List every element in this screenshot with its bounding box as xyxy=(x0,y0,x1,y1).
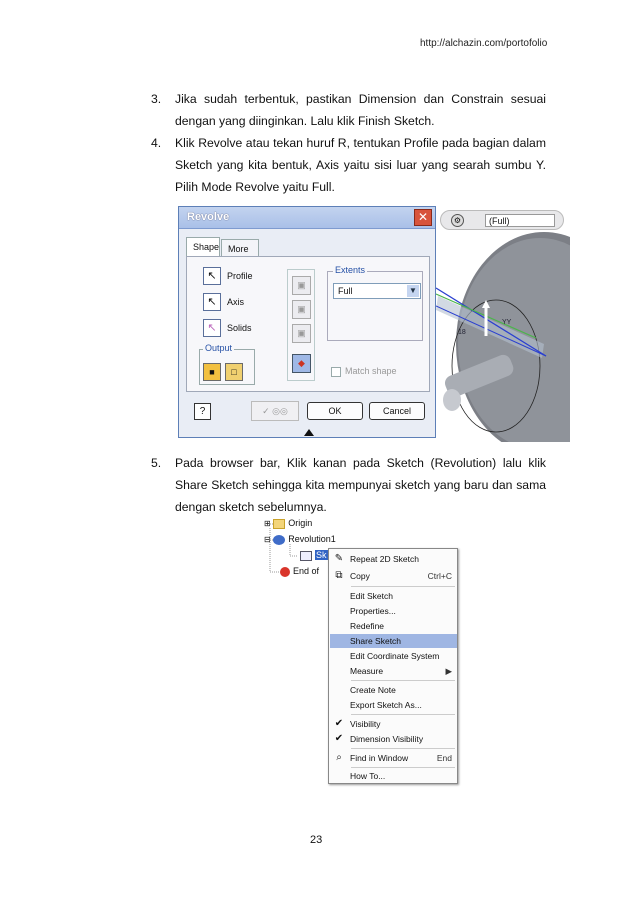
chevron-down-icon: ▼ xyxy=(407,285,419,297)
match-shape-checkbox[interactable] xyxy=(331,367,341,377)
expand-plus-icon[interactable]: ⊞ xyxy=(264,519,271,528)
revolve-feature-icon xyxy=(273,535,285,545)
view-toolbar xyxy=(440,210,564,230)
checkmark-icon: ✔ xyxy=(334,733,344,744)
find-icon: ⌕ xyxy=(336,752,342,763)
tree-item-end-of-part[interactable] xyxy=(280,566,319,577)
cursor-arrow-icon: ↖ xyxy=(207,270,217,282)
menu-item-export-sketch[interactable]: Export Sketch As... xyxy=(350,700,422,710)
tree-label: End of xyxy=(293,566,320,576)
menu-separator xyxy=(351,714,455,715)
profile-select-button[interactable] xyxy=(203,267,221,285)
sketch-edit-icon: ✎ xyxy=(334,553,344,564)
tree-item-revolution[interactable] xyxy=(264,534,336,545)
cursor-arrow-icon: ↖ xyxy=(207,322,217,334)
output-surface-button[interactable] xyxy=(225,363,243,381)
submenu-arrow-icon: ▶ xyxy=(445,666,452,676)
end-of-part-icon xyxy=(280,567,290,577)
menu-item-how-to[interactable]: How To... xyxy=(350,771,386,781)
extents-group xyxy=(327,271,423,341)
cut-icon: ▣ xyxy=(297,304,306,314)
close-button[interactable]: ✕ xyxy=(414,209,432,226)
output-solid-button[interactable] xyxy=(203,363,221,381)
axis-label: Axis xyxy=(227,297,245,307)
sketch-icon xyxy=(300,551,312,561)
shape-panel xyxy=(186,256,430,392)
operation-column xyxy=(287,269,315,381)
preview-controls[interactable] xyxy=(251,401,299,421)
collapse-minus-icon[interactable]: ⊟ xyxy=(264,535,271,544)
extents-value: Full xyxy=(338,286,353,296)
step-4 xyxy=(151,132,546,198)
cut-button[interactable] xyxy=(292,300,311,319)
menu-item-repeat-sketch[interactable]: Repeat 2D Sketch xyxy=(350,554,419,564)
extents-dropdown[interactable] xyxy=(333,283,421,299)
solids-select-button[interactable] xyxy=(203,319,221,337)
dialog-title: Revolve xyxy=(187,211,230,223)
browser-figure xyxy=(258,514,458,784)
menu-item-dimension-visibility[interactable]: Dimension Visibility xyxy=(350,734,424,744)
context-menu xyxy=(328,548,458,784)
tab-shape[interactable]: Shape xyxy=(186,237,220,257)
join-icon: ▣ xyxy=(297,280,306,290)
tree-item-origin[interactable] xyxy=(264,518,312,529)
tree-label: Sk xyxy=(316,550,327,560)
tree-item-sketch[interactable] xyxy=(300,550,328,561)
copy-icon: ⧉ xyxy=(335,570,343,581)
revolve-dialog xyxy=(178,206,436,438)
solid-cube-icon: ■ xyxy=(209,367,215,377)
menu-separator xyxy=(351,680,455,681)
menu-item-properties[interactable]: Properties... xyxy=(350,606,396,616)
revolve-figure xyxy=(178,206,570,442)
cursor-arrow-icon: ↖ xyxy=(207,296,217,308)
menu-separator xyxy=(351,767,455,768)
tab-more[interactable]: More xyxy=(221,239,259,256)
view-options-icon[interactable]: ⚙ xyxy=(451,214,464,227)
output-label: Output xyxy=(205,343,233,353)
menu-separator xyxy=(351,748,455,749)
menu-item-share-sketch[interactable]: Share Sketch xyxy=(330,634,457,648)
graphics-view[interactable] xyxy=(436,206,570,442)
step-5 xyxy=(151,452,546,518)
new-solid-button[interactable] xyxy=(292,354,311,373)
checkmark-icon: ✔ xyxy=(334,718,344,729)
step-text: Jika sudah terbentuk, pastikan Dimension dan Constrain sesuai dengan yang diinginkan. Lalu klik Finish Sketch. xyxy=(175,92,546,128)
menu-item-edit-coordinate-system[interactable]: Edit Coordinate System xyxy=(350,651,440,661)
step-number: 3. xyxy=(151,92,162,106)
intersect-button[interactable] xyxy=(292,324,311,343)
profile-label: Profile xyxy=(227,271,253,281)
menu-item-redefine[interactable]: Redefine xyxy=(350,621,385,631)
menu-separator xyxy=(351,586,455,587)
step-text: Klik Revolve atau tekan huruf R, tentukan Profile pada bagian dalam Sketch yang kita bentuk, Axis yaitu sisi luar yang searah sumbu Y. Pilih Mode Revolve yaitu Full. xyxy=(175,136,546,194)
help-button[interactable]: ? xyxy=(194,403,211,420)
step-number: 5. xyxy=(151,456,162,470)
extents-label: Extents xyxy=(335,265,366,275)
step-3 xyxy=(151,88,546,132)
checkmark-glasses-icon: ✓ ◎◎ xyxy=(262,406,288,416)
dialog-titlebar[interactable] xyxy=(179,207,435,229)
surface-cube-icon: □ xyxy=(231,367,237,377)
tree-label: Origin xyxy=(288,518,313,528)
view-extents-combo[interactable]: (Full) xyxy=(485,214,555,227)
menu-item-visibility[interactable]: Visibility xyxy=(350,719,381,729)
menu-item-copy[interactable]: Copy Ctrl+C xyxy=(350,571,452,581)
svg-text:18: 18 xyxy=(458,329,466,336)
page-number: 23 xyxy=(310,834,323,846)
expand-triangle-icon[interactable] xyxy=(304,429,314,436)
cancel-button[interactable]: Cancel xyxy=(369,402,425,420)
axis-select-button[interactable] xyxy=(203,293,221,311)
step-text: Pada browser bar, Klik kanan pada Sketch (Revolution) lalu klik Share Sketch sehingga kita mempunyai sketch yang baru dan sama dengan sketch sebelumnya. xyxy=(175,456,546,514)
menu-item-edit-sketch[interactable]: Edit Sketch xyxy=(350,591,393,601)
ok-button[interactable]: OK xyxy=(307,402,363,420)
menu-item-find-in-window[interactable]: Find in Window End xyxy=(350,753,452,763)
match-shape-label: Match shape xyxy=(345,366,397,376)
join-button[interactable] xyxy=(292,276,311,295)
menu-item-create-note[interactable]: Create Note xyxy=(350,685,396,695)
revolve-preview-graphic xyxy=(436,206,570,442)
svg-text:YY: YY xyxy=(502,319,512,326)
folder-icon xyxy=(273,519,285,529)
header-url: http://alchazin.com/portofolio xyxy=(420,38,548,49)
step-number: 4. xyxy=(151,136,162,150)
intersect-icon: ▣ xyxy=(297,328,306,338)
new-solid-icon: ◆ xyxy=(298,358,305,368)
tree-label: Revolution1 xyxy=(288,534,336,544)
menu-item-measure[interactable]: Measure ▶ xyxy=(350,666,452,676)
solids-label: Solids xyxy=(227,323,252,333)
